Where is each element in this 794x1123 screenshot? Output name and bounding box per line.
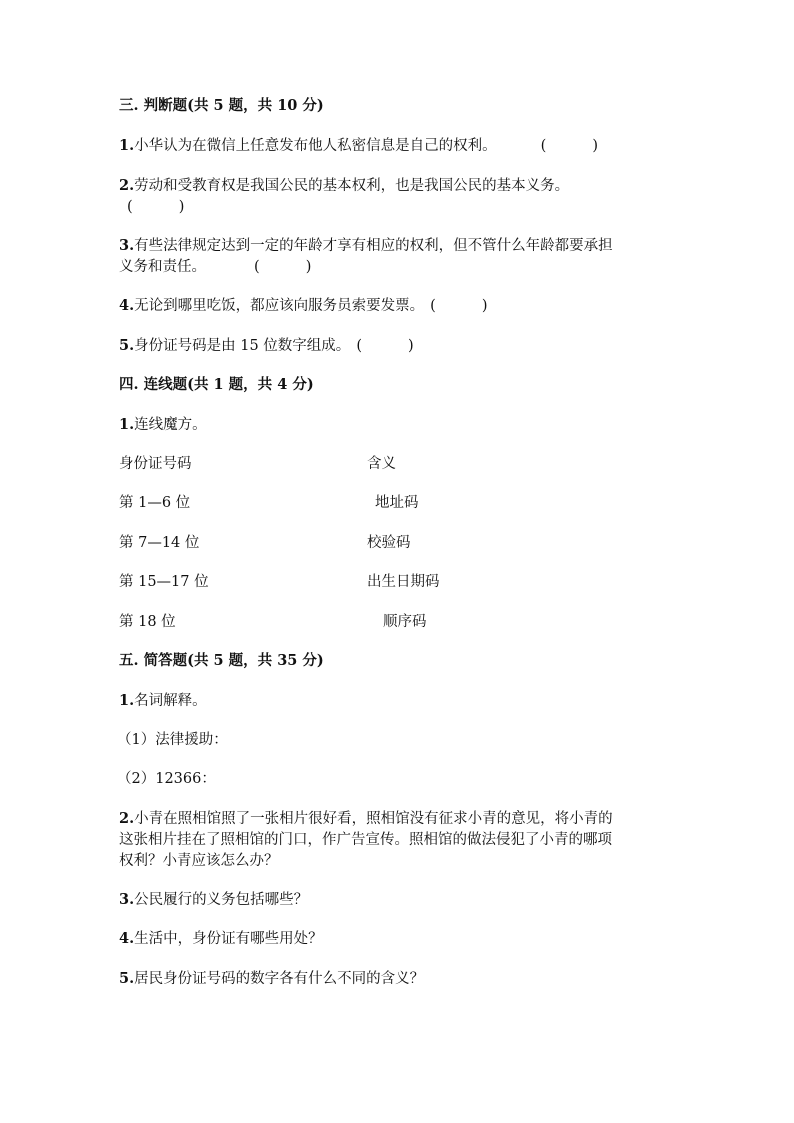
question-number: 3. (119, 891, 135, 908)
short-question-2-line-3: 权利？小青应该怎么办？ (119, 853, 279, 869)
answer-bracket[interactable]: ( ) (254, 259, 312, 275)
match-right-item[interactable]: 出生日期码 (367, 574, 440, 590)
judge-question-4 (119, 295, 488, 317)
match-left-item[interactable]: 第 1—6 位 (119, 495, 191, 511)
question-number: 1. (119, 416, 135, 433)
question-number: 1. (119, 137, 135, 154)
question-text-line-2: 义务和责任。 (119, 259, 206, 275)
question-number: 5. (119, 970, 135, 987)
short-question-5 (119, 968, 424, 990)
question-text: 连线魔方。 (134, 417, 207, 433)
question-number: 4. (119, 930, 135, 947)
judge-question-2 (119, 175, 569, 197)
question-text: 小华认为在微信上任意发布他人私密信息是自己的权利。 (134, 138, 497, 154)
judge-question-3 (119, 235, 613, 257)
judge-question-1 (119, 135, 598, 157)
section-5-title: 五. 简答题(共 5 题，共 35 分) (119, 652, 324, 669)
short-question-1-sub-1: （1）法律援助： (117, 732, 228, 748)
match-left-item[interactable]: 第 7—14 位 (119, 535, 200, 551)
section-3-title: 三. 判断题(共 5 题，共 10 分) (119, 97, 324, 114)
short-question-1-sub-2: （2）12366： (117, 771, 216, 787)
match-question-1 (119, 414, 207, 436)
short-question-4 (119, 928, 323, 950)
short-question-2-line-2: 这张相片挂在了照相馆的门口，作广告宣传。照相馆的做法侵犯了小青的哪项 (119, 832, 612, 848)
question-number: 3. (119, 237, 135, 254)
answer-bracket[interactable]: ( ) (540, 138, 599, 154)
match-right-item[interactable]: 地址码 (375, 495, 419, 511)
question-text: 生活中，身份证有哪些用处？ (134, 931, 323, 947)
question-number: 5. (119, 337, 135, 354)
question-text: 无论到哪里吃饭，都应该向服务员索要发票。 (134, 298, 425, 314)
question-number: 2. (119, 177, 135, 194)
match-right-item[interactable]: 顺序码 (383, 614, 427, 630)
judge-question-5 (119, 335, 414, 357)
question-text: 身份证号码是由 15 位数字组成。 (134, 338, 351, 354)
question-text-line-1: 有些法律规定达到一定的年龄才享有相应的权利，但不管什么年龄都要承担 (134, 238, 613, 254)
short-question-1 (119, 690, 207, 712)
question-number: 4. (119, 297, 135, 314)
match-right-item[interactable]: 校验码 (367, 535, 411, 551)
match-left-item[interactable]: 第 18 位 (119, 614, 176, 630)
match-left-item[interactable]: 身份证号码 (119, 456, 192, 472)
question-text: 名词解释。 (134, 693, 207, 709)
short-question-2 (119, 808, 613, 830)
question-text: 居民身份证号码的数字各有什么不同的含义？ (134, 971, 425, 987)
answer-bracket[interactable]: ( ) (430, 298, 488, 314)
answer-bracket[interactable]: ( ) (127, 199, 185, 215)
judge-question-2-bracket-line (127, 196, 184, 218)
question-number: 1. (119, 692, 135, 709)
match-right-item[interactable]: 含义 (367, 456, 396, 472)
match-left-item[interactable]: 第 15—17 位 (119, 574, 209, 590)
question-text: 劳动和受教育权是我国公民的基本权利，也是我国公民的基本义务。 (134, 178, 570, 194)
answer-bracket[interactable]: ( ) (356, 338, 414, 354)
judge-question-3-line-2 (119, 256, 311, 278)
short-question-3 (119, 889, 308, 911)
question-text-line-1: 小青在照相馆照了一张相片很好看，照相馆没有征求小青的意见，将小青的 (134, 811, 613, 827)
question-text: 公民履行的义务包括哪些？ (134, 892, 309, 908)
section-4-title: 四. 连线题(共 1 题，共 4 分) (119, 376, 314, 393)
question-number: 2. (119, 810, 135, 827)
